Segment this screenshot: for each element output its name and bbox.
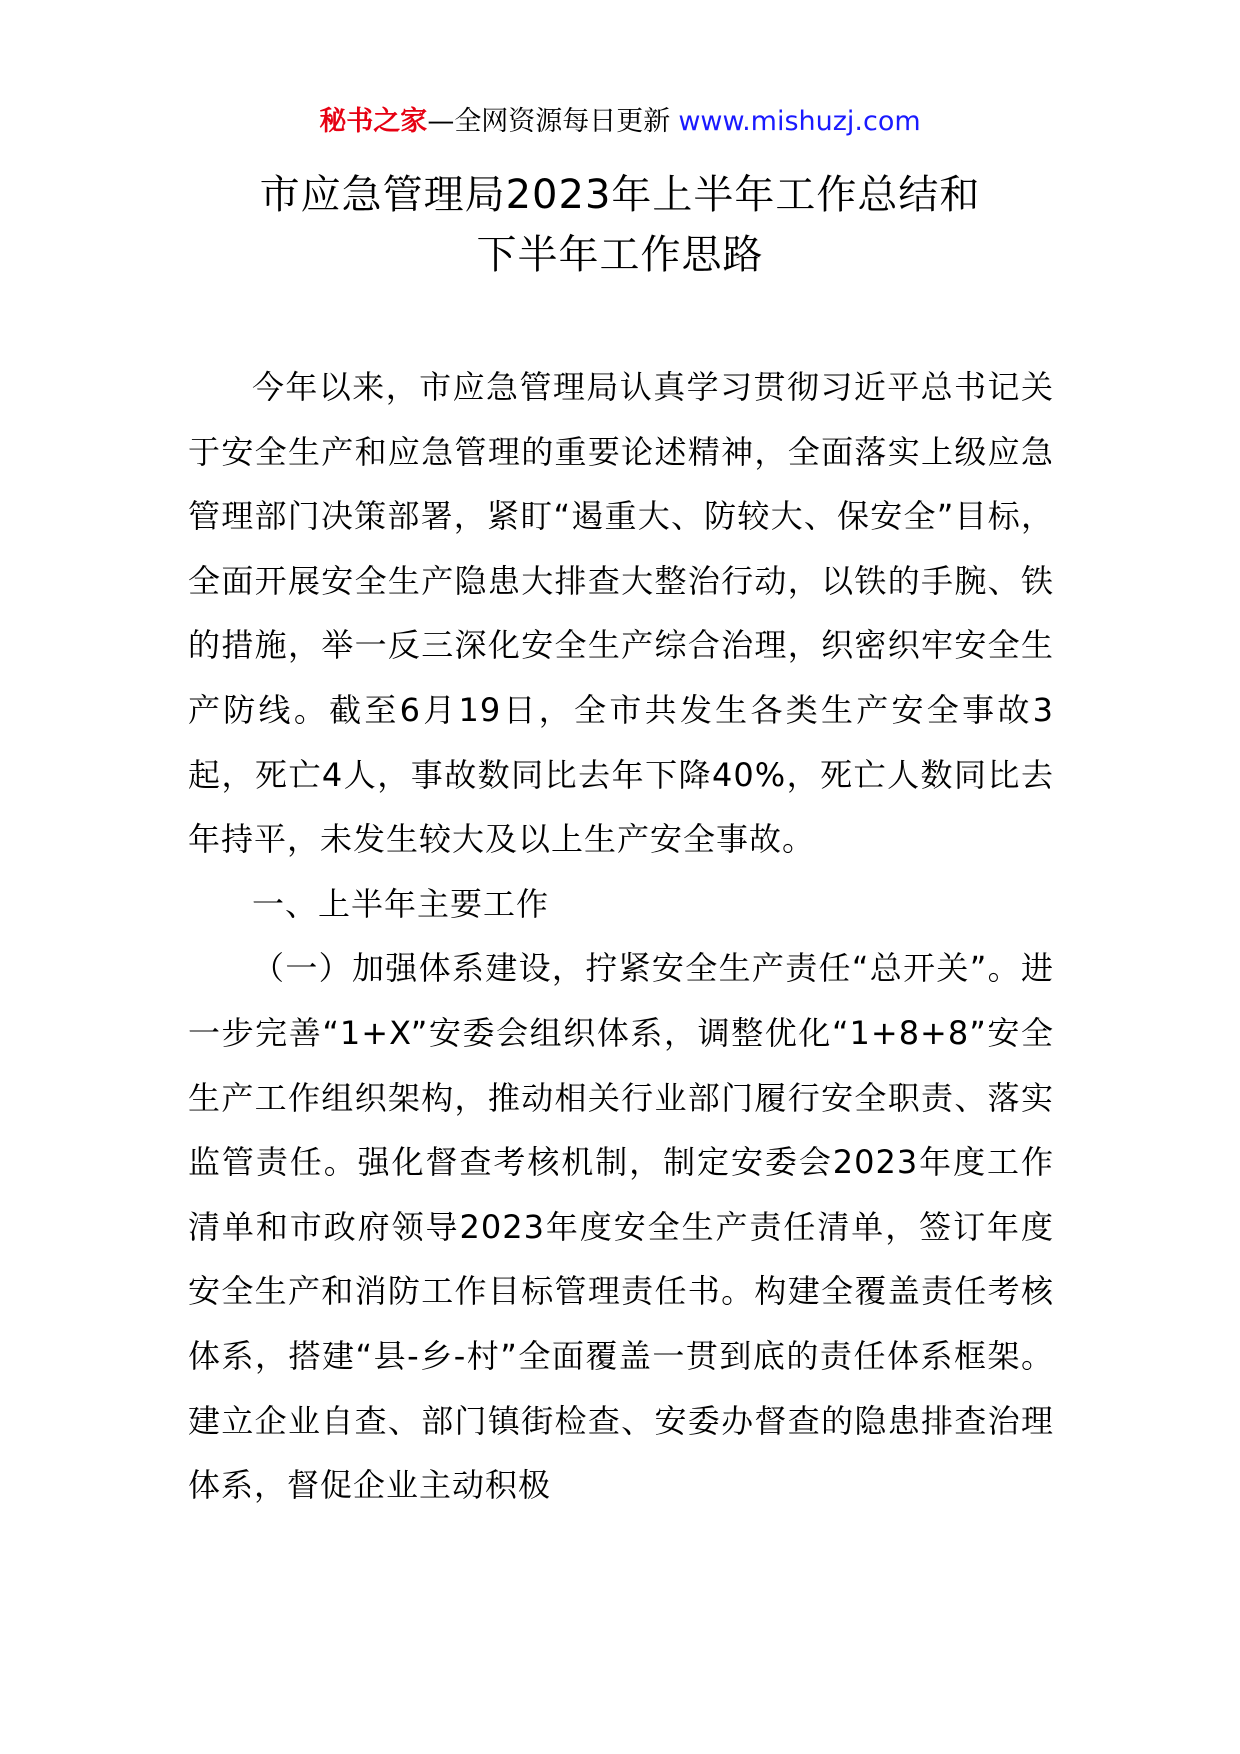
title-line-2: 下半年工作思路 [476,232,764,278]
body-paragraph: （一）加强体系建设，拧紧安全生产责任“总开关”。进一步完善“1+X”安委会组织体系，调整优化“1+8+8”安全生产工作组织架构，推动相关行业部门履行安全职责、落实监管责任。强化督查考核机制，制定安委会2023年度工作清单和市政府领导2023年度安全生产责任清单，签订年度安全生产和消防工作目标管理责任书。构建全覆盖责任考核体系，搭建“县-乡-村”全面覆盖一贯到底的责任体系框架。建立企业自查、部门镇街检查、安委办督查的隐患排查治理体系，督促企业主动积极 [188,949,1054,1505]
document-body [188,355,1054,1518]
banner-tagline: —全网资源每日更新 [427,106,671,137]
intro-paragraph: 今年以来，市应急管理局认真学习贯彻习近平总书记关于安全生产和应急管理的重要论述精神，全面落实上级应急管理部门决策部署，紧盯“遏重大、防较大、保安全”目标，全面开展安全生产隐患大排查大整治行动，以铁的手腕、铁的措施，举一反三深化安全生产综合治理，织密织牢安全生产防线。截至6月19日，全市共发生各类生产安全事故3起，死亡4人，事故数同比去年下降40%，死亡人数同比去年持平，未发生较大及以上生产安全事故。 [188,368,1054,859]
source-banner [0,102,1240,142]
title-line-1: 市应急管理局2023年上半年工作总结和 [259,172,981,218]
document-title [0,165,1240,285]
brand-name: 秘书之家 [319,106,428,137]
section-heading: 一、上半年主要工作 [252,884,550,923]
site-url-link[interactable]: www.mishuzj.com [678,106,921,137]
